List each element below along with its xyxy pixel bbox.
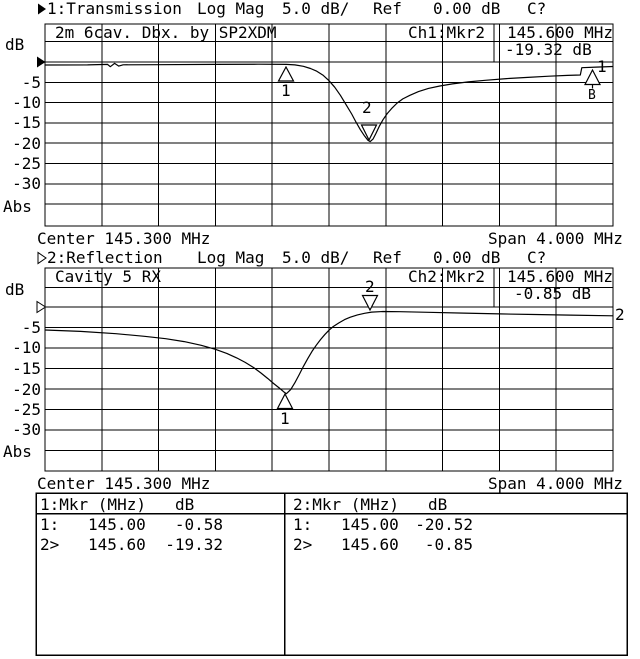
graph2-markers: [278, 296, 378, 409]
ch1-title: 1:Transmission: [47, 0, 182, 18]
graph1-ytick: -5: [21, 73, 41, 92]
ch1-format: Log Mag: [197, 0, 265, 18]
mkr-table-ch2-unit: dB: [428, 495, 448, 514]
graph1-abs-label: Abs: [3, 197, 32, 216]
graph2-ytick: -25: [12, 400, 41, 419]
mkr-row-value: -20.52: [415, 515, 473, 534]
ch1-ref-label: Ref: [373, 0, 402, 18]
ch1-ref-value: 0.00 dB: [433, 0, 501, 18]
ch2-format: Log Mag: [197, 248, 265, 267]
graph2-ytick: -15: [12, 359, 41, 378]
graph1-ytick: -30: [12, 174, 41, 193]
graph2-center-freq: Center 145.300 MHz: [37, 474, 211, 493]
graph2-marker1-label: 1: [280, 409, 290, 428]
graph2-readout-value: -0.85 dB: [514, 284, 592, 303]
ch2-cal-status: C?: [527, 248, 547, 267]
graph2-trace-end-label: 2: [615, 305, 625, 324]
ch2-ref-value: 0.00 dB: [433, 248, 501, 267]
mkr-table-ch2-header: 2:Mkr (MHz): [293, 495, 399, 514]
mkr-table-ch1-unit: dB: [175, 495, 195, 514]
graph2-marker2-triangle-icon: [363, 296, 378, 311]
ch1-cal-status: C?: [527, 0, 547, 18]
graph1-readout-value: -19.32 dB: [505, 40, 592, 59]
graph1-readout-source: Ch1:Mkr2: [408, 23, 486, 42]
graph2-readout-source: Ch2:Mkr2: [408, 267, 486, 286]
mkr-row-id: 2>: [293, 535, 313, 554]
graph1-trace-title: 2m 6cav. Dbx. by SP2XDM: [55, 23, 277, 42]
mkr-row-value: -0.58: [174, 515, 223, 534]
ch1-scale: 5.0 dB/: [282, 0, 350, 18]
mkr-row-value: -0.85: [424, 535, 473, 554]
graph2-abs-label: Abs: [3, 442, 32, 461]
ch2-ref-label: Ref: [373, 248, 402, 267]
graph2-ytick: -5: [21, 318, 41, 337]
graph1-marker2-label: 2: [362, 98, 372, 117]
graph2-ytick: -20: [12, 380, 41, 399]
mkr-row-freq: 145.00: [341, 515, 399, 534]
graph1-y-unit: dB: [5, 35, 25, 54]
ch1-active-arrow-icon: [38, 4, 46, 15]
mkr-row-value: -19.32: [165, 535, 223, 554]
mkr-row-id: 2>: [40, 535, 60, 554]
graph2-trace-title: Cavity 5 RX: [55, 267, 161, 286]
ch2-inactive-arrow-icon: [38, 253, 46, 264]
graph1-trace-end-sub-label: B: [588, 88, 596, 103]
graph2-ytick: -10: [12, 338, 41, 357]
graph1-ytick: -20: [12, 134, 41, 153]
mkr-row-freq: 145.60: [341, 535, 399, 554]
graph1-ytick: -25: [12, 154, 41, 173]
graph2-span-freq: Span 4.000 MHz: [488, 474, 623, 493]
graph1-ytick: -10: [12, 93, 41, 112]
graph2-y-unit: dB: [5, 280, 25, 299]
mkr-row-freq: 145.00: [88, 515, 146, 534]
graph1-marker1-label: 1: [281, 81, 291, 100]
ch2-title: 2:Reflection: [47, 248, 163, 267]
graph1-trace-end-label: 1: [597, 57, 607, 76]
graph2-ytick: -30: [12, 420, 41, 439]
graph2-marker1-triangle-icon: [278, 394, 293, 409]
mkr-row-id: 1:: [293, 515, 313, 534]
graph1-center-freq: Center 145.300 MHz: [37, 229, 211, 248]
mkr-table-ch1-header: 1:Mkr (MHz): [40, 495, 146, 514]
graph1-readout-freq: 145.600 MHz: [507, 23, 613, 42]
graph1-ref-level-arrow-icon: [37, 57, 46, 68]
graph2-marker2-label: 2: [365, 277, 375, 296]
mkr-row-freq: 145.60: [88, 535, 146, 554]
ch2-scale: 5.0 dB/: [282, 248, 350, 267]
graph2-readout-freq: 145.600 MHz: [507, 267, 613, 286]
graph2-ref-level-arrow-icon: [37, 302, 46, 313]
graph1-marker1-triangle-icon: [279, 67, 294, 81]
mkr-row-id: 1:: [40, 515, 60, 534]
graph1-ytick: -15: [12, 113, 41, 132]
graph1-span-freq: Span 4.000 MHz: [488, 229, 623, 248]
